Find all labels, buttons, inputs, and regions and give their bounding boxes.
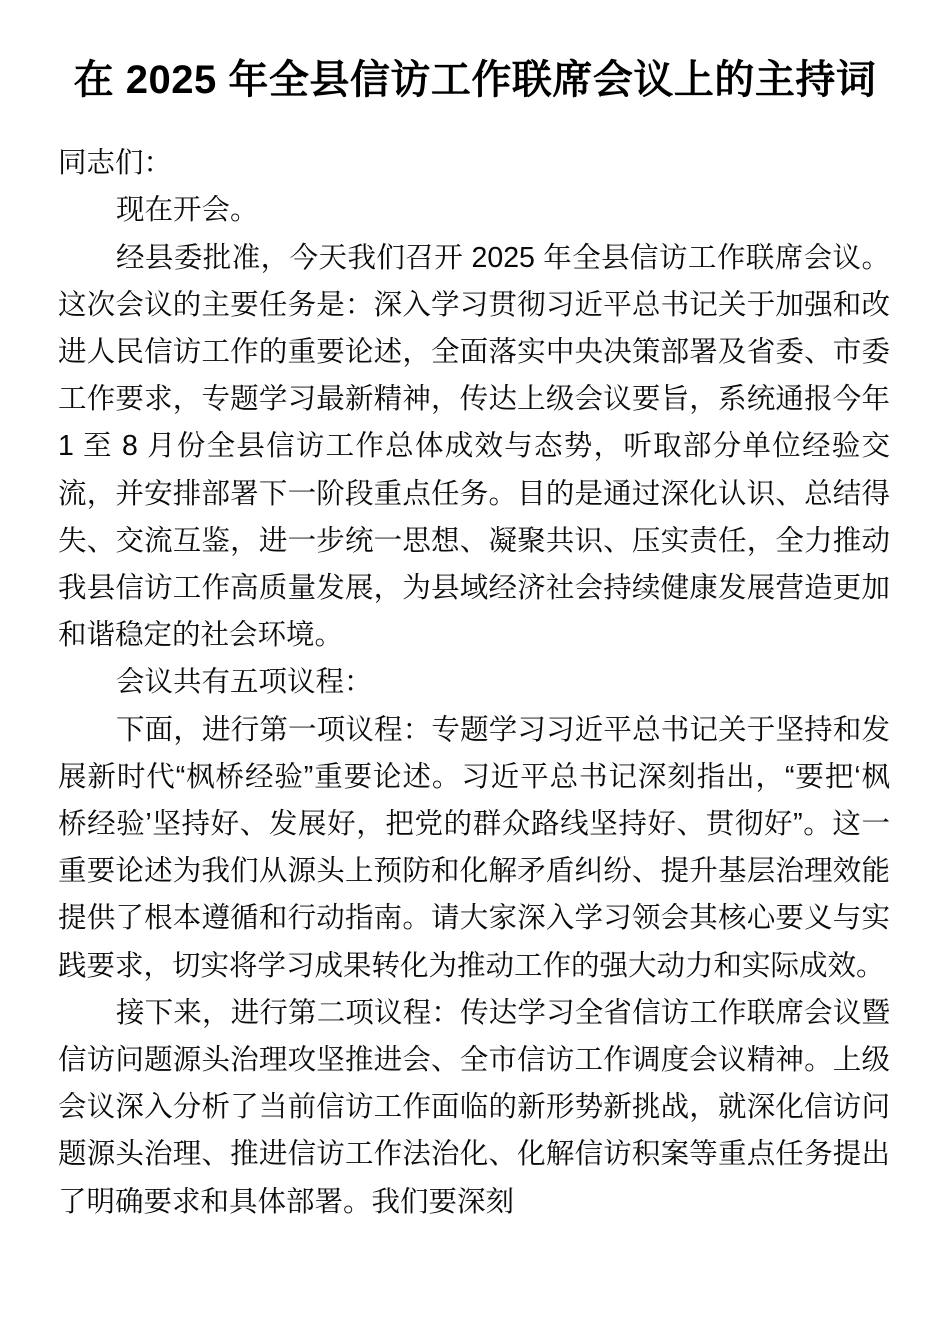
page-title: 在 2025 年全县信访工作联席会议上的主持词 <box>73 58 877 102</box>
paragraph-agenda-item-one: 下面，进行第一项议程：专题学习习近平总书记关于坚持和发展新时代“枫桥经验”重要论述。习近平总书记深刻指出，“要把‘枫桥经验’坚持好、发展好，把党的群众路线坚持好、贯彻好”。这一重要论述为我们从源头上预防和化解矛盾纠纷、提升基层治理效能提供了根本遵循和行动指南。请大家深入学习领会其核心要义与实践要求，切实将学习成果转化为推动工作的强大动力和实际成效。 <box>58 713 890 982</box>
paragraph-salutation: 同志们： <box>58 147 173 180</box>
paragraph-meeting-purpose: 经县委批准，今天我们召开 2025 年全县信访工作联席会议。这次会议的主要任务是：深入学习贯彻习近平总书记关于加强和改进人民信访工作的重要论述，全面落实中央决策部署及省委、市委工作要求，专题学习最新精神，传达上级会议要旨，系统通报今年 1 至 8 月份全县信访工作总体成效与态势，听取部分单位经验交流，并安排部署下一阶段重点任务。目的是通过深化认识、总结得失、交流互鉴，进一步统一思想、凝聚共识、压实责任，全力推动我县信访工作高质量发展，为县域经济社会持续健康发展营造更加和谐稳定的社会环境。 <box>58 241 890 652</box>
paragraph-open-meeting: 现在开会。 <box>116 194 259 227</box>
paragraph-agenda-item-two: 接下来，进行第二项议程：传达学习全省信访工作联席会议暨信访问题源头治理攻坚推进会、全市信访工作调度会议精神。上级会议深入分析了当前信访工作面临的新形势新挑战，就深化信访问题源头治理、推进信访工作法治化、化解信访积案等重点任务提出了明确要求和具体部署。我们要深刻 <box>58 996 890 1218</box>
document-body <box>0 140 950 1226</box>
paragraph-agenda-count: 会议共有五项议程： <box>116 666 373 699</box>
